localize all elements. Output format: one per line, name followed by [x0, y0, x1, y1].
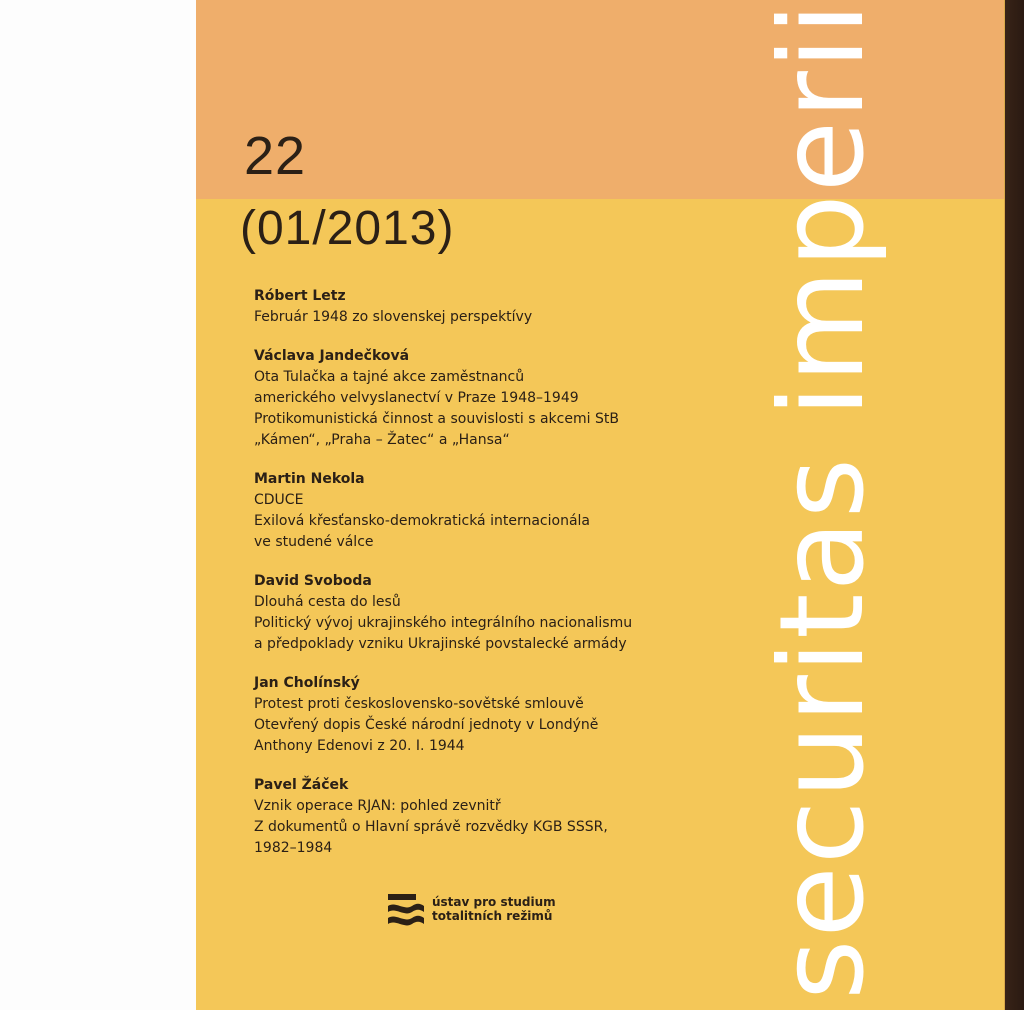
entry-author: Jan Cholínský: [254, 675, 360, 691]
entry-title-line: Vznik operace RJAN: pohled zevnitř: [254, 798, 501, 814]
contents-entry: [254, 469, 774, 553]
contents-entry: [254, 775, 774, 859]
publisher-name: [432, 895, 556, 923]
contents-entry: [254, 286, 774, 328]
journal-title: securitas imperii: [755, 0, 890, 1000]
entry-title-line: 1982–1984: [254, 840, 333, 856]
entry-author: Róbert Letz: [254, 288, 346, 304]
page-bottom-margin: [0, 1010, 1024, 1024]
contents-entry: [254, 673, 774, 757]
issue-date: (01/2013): [240, 202, 455, 255]
contents-entry: [254, 346, 774, 451]
wave-logo-icon: [386, 886, 426, 932]
entry-author: David Svoboda: [254, 573, 372, 589]
publisher-block: [386, 886, 556, 932]
publisher-line-2: totalitních režimů: [432, 909, 553, 923]
entry-title-line: amerického velvyslanectví v Praze 1948–1949: [254, 390, 579, 406]
entry-title-line: Anthony Edenovi z 20. I. 1944: [254, 738, 465, 754]
entry-title-line: Exilová křesťansko-demokratická internacionála: [254, 513, 590, 529]
entry-title-line: a předpoklady vzniku Ukrajinské povstalecké armády: [254, 636, 627, 652]
entry-title-line: Február 1948 zo slovenskej perspektívy: [254, 309, 533, 325]
book-cover: [196, 0, 1004, 1010]
entry-title-line: ve studené válce: [254, 534, 374, 550]
entry-title-line: Z dokumentů o Hlavní správě rozvědky KGB SSSR,: [254, 819, 608, 835]
entry-author: Václava Jandečková: [254, 348, 410, 364]
entry-title-line: „Kámen“, „Praha – Žatec“ a „Hansa“: [254, 432, 510, 448]
entry-author: Martin Nekola: [254, 471, 365, 487]
entry-title-line: CDUCE: [254, 492, 304, 508]
book-edge-shadow: [1002, 0, 1024, 1024]
entry-title-line: Dlouhá cesta do lesů: [254, 594, 401, 610]
entry-title-line: Ota Tulačka a tajné akce zaměstnanců: [254, 369, 525, 385]
contents-entry: [254, 571, 774, 655]
entry-title-line: Politický vývoj ukrajinského integrálního nacionalismu: [254, 615, 633, 631]
publisher-line-1: ústav pro studium: [432, 895, 556, 909]
entry-title-line: Protikomunistická činnost a souvislosti s akcemi StB: [254, 411, 619, 427]
issue-number: 22: [244, 126, 307, 186]
entry-title-line: Protest proti československo-sovětské smlouvě: [254, 696, 584, 712]
entry-title-line: Otevřený dopis České národní jednoty v Londýně: [254, 717, 599, 733]
table-of-contents: [254, 286, 774, 877]
entry-author: Pavel Žáček: [254, 777, 349, 793]
